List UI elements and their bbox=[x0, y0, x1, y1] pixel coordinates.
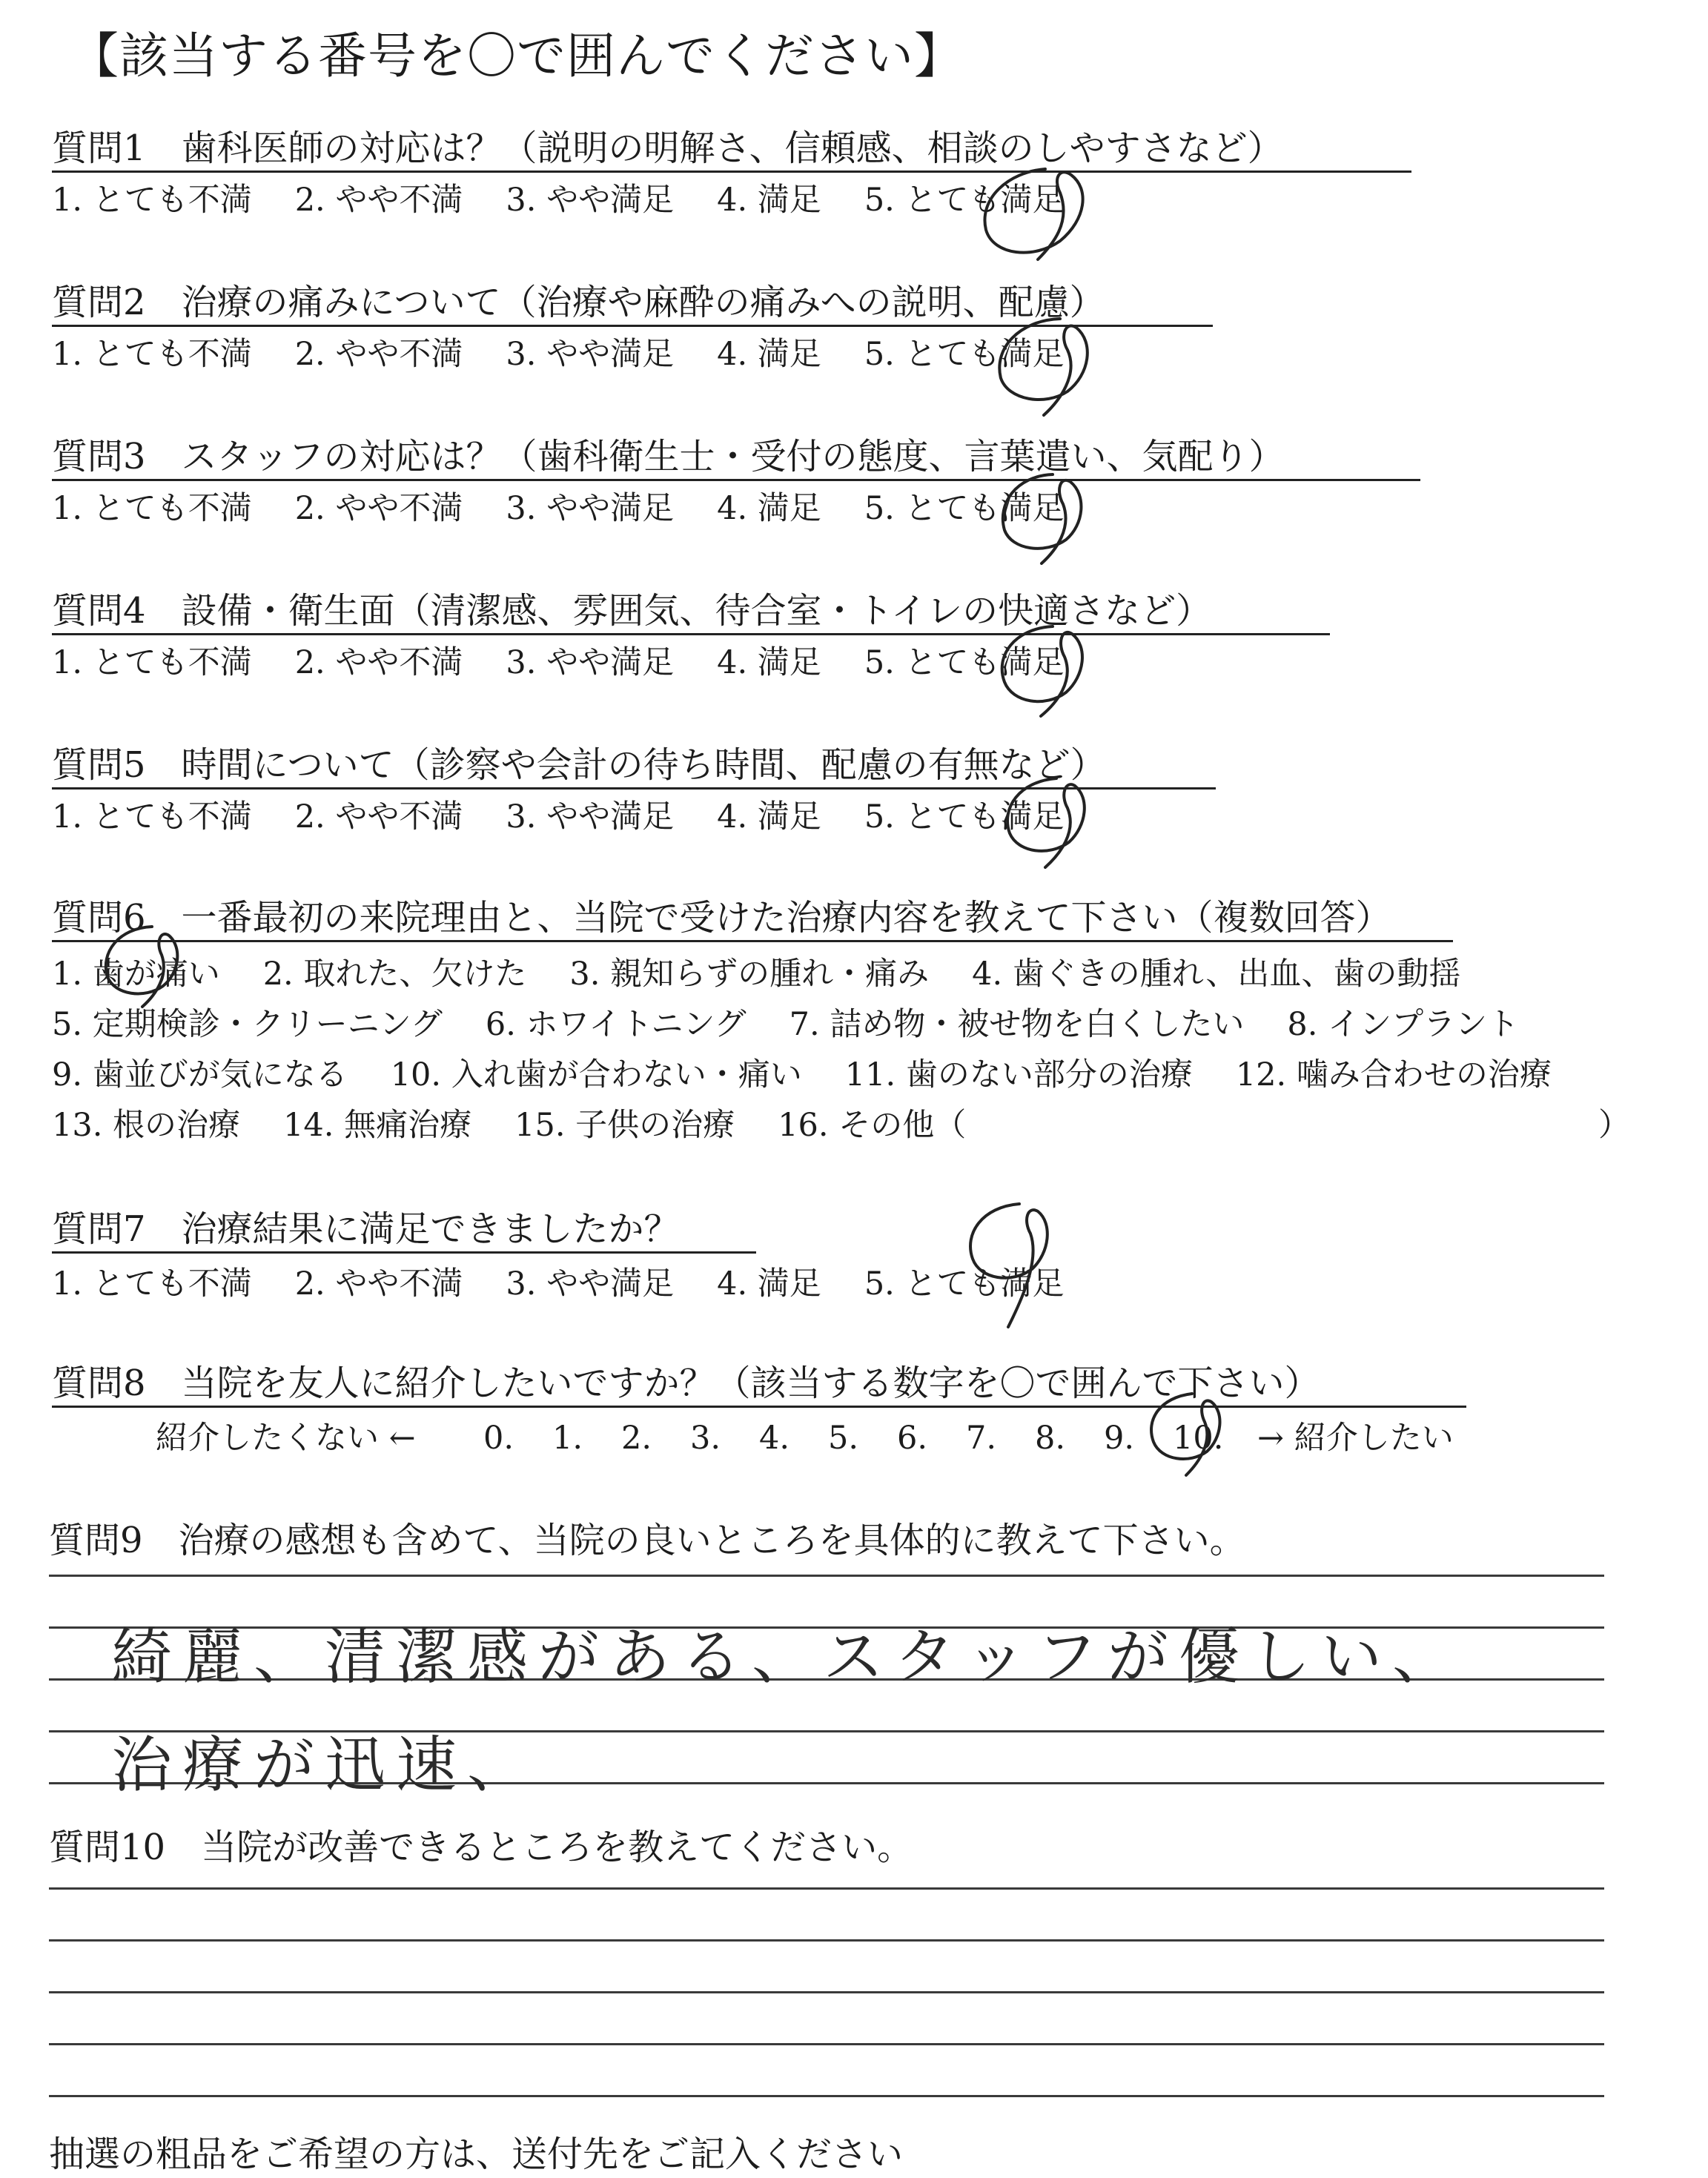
q8-option-3[interactable]: 3. bbox=[690, 1420, 721, 1457]
form-header: 【該当する番号を〇で囲んでください】 bbox=[70, 27, 964, 85]
q5-option-3[interactable]: 3. やや満足 bbox=[506, 798, 675, 835]
q6-option-15[interactable]: 15. 子供の治療 bbox=[514, 1107, 735, 1144]
q7-option-1[interactable]: 1. とても不満 bbox=[52, 1265, 252, 1303]
q6-option-6[interactable]: 6. ホワイトニング bbox=[485, 1006, 747, 1043]
question-3-options bbox=[52, 488, 1108, 529]
q3-option-4[interactable]: 4. 満足 bbox=[717, 490, 821, 527]
q5-option-2[interactable]: 2. やや不満 bbox=[294, 798, 463, 835]
question-8-underline bbox=[52, 1406, 1466, 1408]
question-5-underline bbox=[52, 787, 1216, 790]
q9-handwritten-answer-1[interactable]: 綺麗、清潔感がある、スタッフが優しい、 bbox=[111, 1622, 1464, 1692]
q5-option-1[interactable]: 1. とても不満 bbox=[52, 798, 252, 835]
question-3-underline bbox=[52, 479, 1420, 481]
q6-option-7[interactable]: 7. 詰め物・被せ物を白くしたい bbox=[789, 1006, 1245, 1043]
question-6-row-2 bbox=[52, 1004, 1562, 1045]
question-5-title: 質問5 時間について（診察や会計の待ち時間、配慮の有無など） bbox=[52, 744, 1106, 786]
q8-option-0[interactable]: 0. bbox=[483, 1420, 514, 1457]
question-7-options bbox=[52, 1263, 1108, 1305]
q3-option-3[interactable]: 3. やや満足 bbox=[506, 490, 675, 527]
q8-option-4[interactable]: 4. bbox=[759, 1420, 790, 1457]
q8-option-7[interactable]: 7. bbox=[966, 1420, 997, 1457]
q4-option-3[interactable]: 3. やや満足 bbox=[506, 644, 675, 681]
q6-option-14[interactable]: 14. 無痛治療 bbox=[283, 1107, 472, 1144]
q1-option-2[interactable]: 2. やや不満 bbox=[294, 182, 463, 219]
q10-answer-line-1 bbox=[49, 1887, 1604, 1890]
question-10-title: 質問10 当院が改善できるところを教えてください。 bbox=[49, 1827, 913, 1868]
q3-option-2[interactable]: 2. やや不満 bbox=[294, 490, 463, 527]
question-4-underline bbox=[52, 633, 1330, 635]
question-4-options bbox=[52, 642, 1108, 683]
question-5-options bbox=[52, 796, 1108, 838]
q7-option-4[interactable]: 4. 満足 bbox=[717, 1265, 821, 1303]
question-7-title: 質問7 治療結果に満足できましたか？ bbox=[52, 1208, 680, 1250]
q1-option-4[interactable]: 4. 満足 bbox=[717, 182, 821, 219]
q6-option-1[interactable]: 1. 歯が痛い bbox=[52, 956, 220, 993]
q8-scale bbox=[483, 1417, 1247, 1459]
footer-note: 抽選の粗品をご希望の方は、送付先をご記入ください bbox=[49, 2134, 904, 2175]
q5-option-5[interactable]: 5. とても満足 bbox=[864, 798, 1065, 835]
question-1-options bbox=[52, 179, 1108, 221]
q9-answer-line-1 bbox=[49, 1575, 1604, 1577]
q6-other-close-paren: ） bbox=[1598, 1107, 1630, 1144]
q6-option-2[interactable]: 2. 取れた、欠けた bbox=[262, 956, 527, 993]
q7-option-2[interactable]: 2. やや不満 bbox=[294, 1265, 463, 1303]
q3-option-5[interactable]: 5. とても満足 bbox=[864, 490, 1065, 527]
q6-option-16[interactable]: 16. その他（ bbox=[778, 1107, 967, 1144]
q8-option-6[interactable]: 6. bbox=[897, 1420, 928, 1457]
q10-answer-line-4 bbox=[49, 2043, 1604, 2045]
question-2-options bbox=[52, 334, 1108, 375]
question-7-underline bbox=[52, 1251, 756, 1254]
q9-handwritten-answer-2[interactable]: 治療が迅速、 bbox=[111, 1730, 539, 1801]
q6-option-4[interactable]: 4. 歯ぐきの腫れ、出血、歯の動揺 bbox=[972, 956, 1461, 993]
q1-option-5[interactable]: 5. とても満足 bbox=[864, 182, 1065, 219]
q6-option-5[interactable]: 5. 定期検診・クリーニング bbox=[52, 1006, 443, 1043]
q4-option-5[interactable]: 5. とても満足 bbox=[864, 644, 1065, 681]
question-4-title: 質問4 設備・衛生面（清潔感、雰囲気、待合室・トイレの快適さなど） bbox=[52, 590, 1212, 632]
question-6-row-4 bbox=[52, 1105, 1009, 1146]
q6-option-12[interactable]: 12. 噛み合わせの治療 bbox=[1235, 1056, 1552, 1093]
question-6-underline bbox=[52, 940, 1453, 942]
q8-option-10[interactable]: 10. bbox=[1173, 1420, 1224, 1457]
q8-scale-left-label: 紹介したくない ← bbox=[156, 1420, 416, 1457]
q6-option-11[interactable]: 11. 歯のない部分の治療 bbox=[844, 1056, 1193, 1093]
question-2-title: 質問2 治療の痛みについて（治療や麻酔の痛みへの説明、配慮） bbox=[52, 282, 1105, 323]
q4-option-4[interactable]: 4. 満足 bbox=[717, 644, 821, 681]
q6-option-10[interactable]: 10. 入れ歯が合わない・痛い bbox=[390, 1056, 802, 1093]
q10-answer-line-5 bbox=[49, 2095, 1604, 2097]
q1-option-1[interactable]: 1. とても不満 bbox=[52, 182, 252, 219]
question-6-title: 質問6 一番最初の来院理由と、当院で受けた治療内容を教えて下さい（複数回答） bbox=[52, 897, 1391, 939]
question-8-title: 質問8 当院を友人に紹介したいですか？（該当する数字を〇で囲んで下さい） bbox=[52, 1363, 1320, 1404]
q7-option-5[interactable]: 5. とても満足 bbox=[864, 1265, 1065, 1303]
q8-option-8[interactable]: 8. bbox=[1035, 1420, 1066, 1457]
q2-option-2[interactable]: 2. やや不満 bbox=[294, 336, 463, 373]
q2-option-3[interactable]: 3. やや満足 bbox=[506, 336, 675, 373]
q1-option-3[interactable]: 3. やや満足 bbox=[506, 182, 675, 219]
question-2-underline bbox=[52, 325, 1213, 327]
question-6-row-3 bbox=[52, 1054, 1595, 1096]
q8-option-9[interactable]: 9. bbox=[1104, 1420, 1135, 1457]
q3-option-1[interactable]: 1. とても不満 bbox=[52, 490, 252, 527]
q10-answer-line-3 bbox=[49, 1991, 1604, 1993]
q6-option-8[interactable]: 8. インプラント bbox=[1287, 1006, 1520, 1043]
q10-answer-line-2 bbox=[49, 1939, 1604, 1942]
q2-option-5[interactable]: 5. とても満足 bbox=[864, 336, 1065, 373]
q2-option-4[interactable]: 4. 満足 bbox=[717, 336, 821, 373]
question-1-title: 質問1 歯科医師の対応は？（説明の明解さ、信頼感、相談のしやすさなど） bbox=[52, 128, 1283, 169]
question-1-underline bbox=[52, 171, 1411, 173]
q8-option-1[interactable]: 1. bbox=[552, 1420, 583, 1457]
question-9-title: 質問9 治療の感想も含めて、当院の良いところを具体的に教えて下さい。 bbox=[49, 1520, 1245, 1561]
q6-option-13[interactable]: 13. 根の治療 bbox=[52, 1107, 241, 1144]
q5-option-4[interactable]: 4. 満足 bbox=[717, 798, 821, 835]
question-6-row-1 bbox=[52, 953, 1503, 995]
q4-option-1[interactable]: 1. とても不満 bbox=[52, 644, 252, 681]
q8-scale-right-label: → 紹介したい bbox=[1257, 1420, 1454, 1457]
q6-option-9[interactable]: 9. 歯並びが気になる bbox=[52, 1056, 348, 1093]
q4-option-2[interactable]: 2. やや不満 bbox=[294, 644, 463, 681]
q2-option-1[interactable]: 1. とても不満 bbox=[52, 336, 252, 373]
q8-option-2[interactable]: 2. bbox=[621, 1420, 652, 1457]
q7-option-3[interactable]: 3. やや満足 bbox=[506, 1265, 675, 1303]
q6-option-3[interactable]: 3. 親知らずの腫れ・痛み bbox=[569, 956, 930, 993]
question-3-title: 質問3 スタッフの対応は？（歯科衛生士・受付の態度、言葉遣い、気配り） bbox=[52, 436, 1285, 477]
q8-option-5[interactable]: 5. bbox=[828, 1420, 859, 1457]
